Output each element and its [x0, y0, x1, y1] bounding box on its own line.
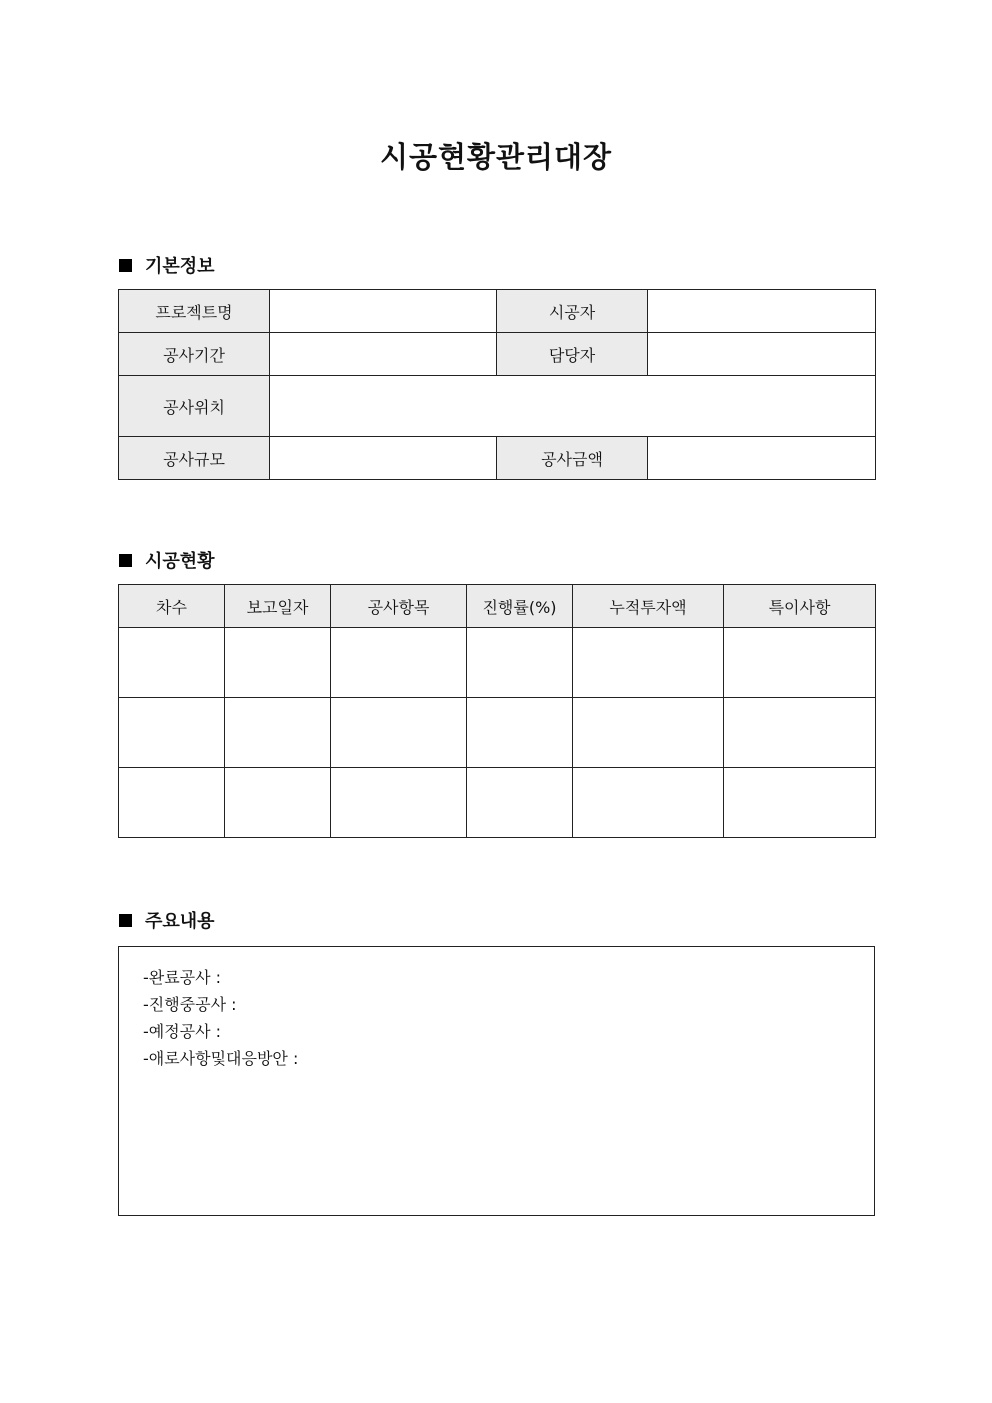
contractor-label: 시공자	[497, 290, 648, 333]
column-header-work-item: 공사항목	[331, 585, 467, 628]
column-header-round: 차수	[119, 585, 225, 628]
table-cell[interactable]	[331, 628, 467, 698]
summary-heading-label: 주요내용	[145, 911, 215, 932]
table-cell[interactable]	[225, 628, 331, 698]
project-name-field[interactable]	[270, 290, 497, 333]
table-cell[interactable]	[331, 698, 467, 768]
table-cell[interactable]	[331, 768, 467, 838]
manager-field[interactable]	[648, 333, 876, 376]
table-row	[119, 628, 876, 698]
table-cell[interactable]	[119, 698, 225, 768]
period-label: 공사기간	[119, 333, 270, 376]
table-cell[interactable]	[225, 698, 331, 768]
basic-info-table	[118, 289, 876, 480]
status-heading	[119, 548, 215, 572]
table-cell[interactable]	[119, 628, 225, 698]
status-table	[118, 584, 876, 838]
table-cell[interactable]	[573, 698, 724, 768]
location-field[interactable]	[270, 376, 876, 437]
table-cell[interactable]	[467, 768, 573, 838]
scale-label: 공사규모	[119, 437, 270, 480]
amount-field[interactable]	[648, 437, 876, 480]
square-bullet-icon	[119, 259, 132, 272]
document-title: 시공현황관리대장	[379, 140, 613, 174]
basic-info-heading-label: 기본정보	[145, 256, 215, 277]
summary-list	[119, 947, 874, 1072]
table-cell[interactable]	[573, 628, 724, 698]
scale-field[interactable]	[270, 437, 497, 480]
summary-item-planned: -예정공사 :	[143, 1022, 222, 1041]
summary-item-issues: -애로사항및대응방안 :	[143, 1049, 299, 1068]
table-cell[interactable]	[573, 768, 724, 838]
table-cell[interactable]	[119, 768, 225, 838]
table-header-row	[119, 585, 876, 628]
table-cell[interactable]	[467, 628, 573, 698]
contractor-field[interactable]	[648, 290, 876, 333]
table-row	[119, 768, 876, 838]
project-name-label: 프로젝트명	[119, 290, 270, 333]
column-header-progress: 진행률(%)	[467, 585, 573, 628]
manager-label: 담당자	[497, 333, 648, 376]
column-header-remarks: 특이사항	[724, 585, 876, 628]
status-heading-label: 시공현황	[145, 551, 215, 572]
period-field[interactable]	[270, 333, 497, 376]
square-bullet-icon	[119, 554, 132, 567]
summary-item-completed: -완료공사 :	[143, 968, 222, 987]
table-row	[119, 290, 876, 333]
column-header-report-date: 보고일자	[225, 585, 331, 628]
table-cell[interactable]	[724, 698, 876, 768]
summary-item-in-progress: -진행중공사 :	[143, 995, 237, 1014]
table-row	[119, 333, 876, 376]
table-cell[interactable]	[724, 768, 876, 838]
square-bullet-icon	[119, 914, 132, 927]
table-row	[119, 376, 876, 437]
location-label: 공사위치	[119, 376, 270, 437]
table-row	[119, 698, 876, 768]
table-cell[interactable]	[724, 628, 876, 698]
table-cell[interactable]	[467, 698, 573, 768]
table-row	[119, 437, 876, 480]
summary-heading	[119, 908, 215, 932]
column-header-cumulative-investment: 누적투자액	[573, 585, 724, 628]
amount-label: 공사금액	[497, 437, 648, 480]
summary-box[interactable]	[118, 946, 875, 1216]
table-cell[interactable]	[225, 768, 331, 838]
basic-info-heading	[119, 253, 215, 277]
